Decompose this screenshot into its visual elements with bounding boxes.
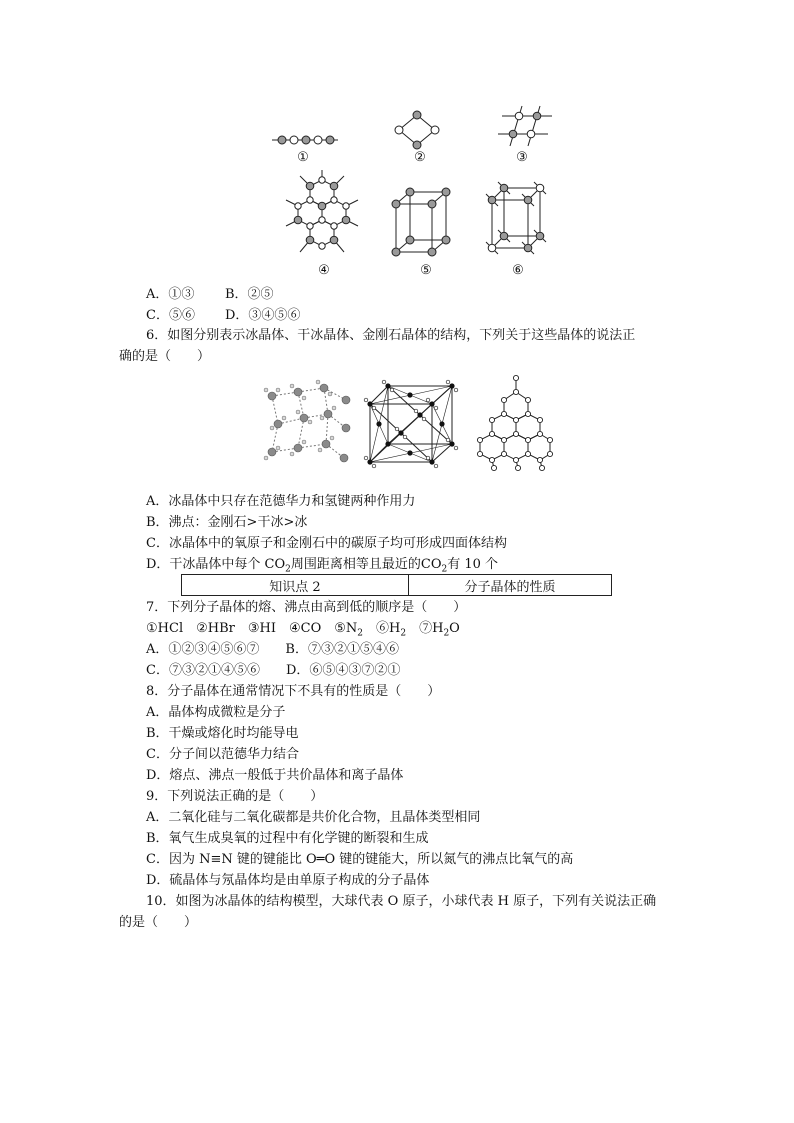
q9-option-d: D．硫晶体与氖晶体均是由单原子构成的分子晶体 xyxy=(146,873,430,888)
q9-option-b: B．氧气生成臭氧的过程中有化学键的断裂和生成 xyxy=(146,831,429,846)
knowledge-point-number: 知识点 2 xyxy=(182,575,409,595)
q7-items xyxy=(146,621,460,637)
q9-stem: 9．下列说法正确的是（ ） xyxy=(146,789,324,804)
q5-option-d: D．③④⑤⑥ xyxy=(225,308,301,323)
structure-figure-4 xyxy=(280,168,364,258)
q7-items-sub-2: 2 xyxy=(400,628,407,639)
q6-d-sub-2: 2 xyxy=(441,564,448,575)
q5-option-b: B．②⑤ xyxy=(225,287,274,302)
q10-stem-line1: 10．如图为冰晶体的结构模型，大球代表 O 原子，小球代表 H 原子，下列有关说法正确 xyxy=(146,894,657,909)
structure-figure-3 xyxy=(496,104,556,150)
q8-option-a: A．晶体构成微粒是分子 xyxy=(146,705,286,720)
q6-stem-line2: 确的是（ ） xyxy=(119,349,211,364)
q7-stem: 7．下列分子晶体的熔、沸点由高到低的顺序是（ ） xyxy=(146,600,467,615)
q6-d-text-3: 有 10 个 xyxy=(447,557,499,572)
q7-items-3: ⑦H xyxy=(406,621,444,636)
q7-items-1: ①HCl ②HBr ③HI ④CO ⑤N xyxy=(146,621,358,636)
q7-options-cd: C．⑦③②①④⑤⑥ D．⑥⑤④③⑦②① xyxy=(146,663,401,678)
q6-stem-line1: 6．如图分别表示冰晶体、干冰晶体、金刚石晶体的结构，下列关于这些晶体的说法正 xyxy=(146,328,636,343)
structure-figure-5 xyxy=(392,186,452,258)
q9-option-a: A．二氧化硅与二氧化碳都是共价化合物，且晶体类型相同 xyxy=(146,810,481,825)
label-4: ④ xyxy=(318,263,330,278)
q8-option-d: D．熔点、沸点一般低于共价晶体和离子晶体 xyxy=(146,768,404,783)
q7-items-4: O xyxy=(449,621,460,636)
q6-option-c: C．冰晶体中的氧原子和金刚石中的碳原子均可形成四面体结构 xyxy=(146,536,507,551)
knowledge-point-title: 分子晶体的性质 xyxy=(464,579,556,595)
q6-d-text-1: D．干冰晶体中每个 CO xyxy=(146,557,286,572)
q5-option-a: A．①③ xyxy=(146,287,195,302)
label-5: ⑤ xyxy=(420,263,432,278)
structure-figure-1 xyxy=(272,132,338,148)
q7-items-sub-3: 2 xyxy=(443,628,450,639)
diamond-figure xyxy=(470,374,554,472)
structure-figure-2 xyxy=(394,110,440,150)
q6-option-a: A．冰晶体中只存在范德华力和氢键两种作用力 xyxy=(146,494,416,509)
label-3: ③ xyxy=(516,150,528,165)
knowledge-point-table xyxy=(181,574,612,596)
q6-option-b: B．沸点：金刚石>干冰>冰 xyxy=(146,515,308,530)
q6-d-text-2: 周围距离相等且最近的CO xyxy=(290,557,442,572)
label-2: ② xyxy=(414,150,426,165)
dry-ice-figure xyxy=(362,378,460,466)
ice-crystal-figure xyxy=(258,378,354,466)
q8-option-b: B．干燥或熔化时均能导电 xyxy=(146,726,299,741)
q8-stem: 8．分子晶体在通常情况下不具有的性质是（ ） xyxy=(146,684,441,699)
q5-option-c: C．⑤⑥ xyxy=(146,308,195,323)
q10-stem-line2: 的是（ ） xyxy=(119,915,198,930)
q6-option-d xyxy=(146,557,498,573)
q6-d-sub-1: 2 xyxy=(285,564,291,575)
structure-figure-6 xyxy=(484,180,548,258)
q8-option-c: C．分子间以范德华力结合 xyxy=(146,747,299,762)
q7-items-sub-1: 2 xyxy=(357,628,364,639)
q7-items-2: ⑥H xyxy=(363,621,401,636)
label-1: ① xyxy=(297,150,309,165)
q7-options-ab: A．①②③④⑤⑥⑦ B．⑦③②①⑤④⑥ xyxy=(146,642,399,657)
label-6: ⑥ xyxy=(512,263,524,278)
q9-option-c: C．因为 N≡N 键的键能比 O═O 键的键能大，所以氮气的沸点比氧气的高 xyxy=(146,852,574,867)
